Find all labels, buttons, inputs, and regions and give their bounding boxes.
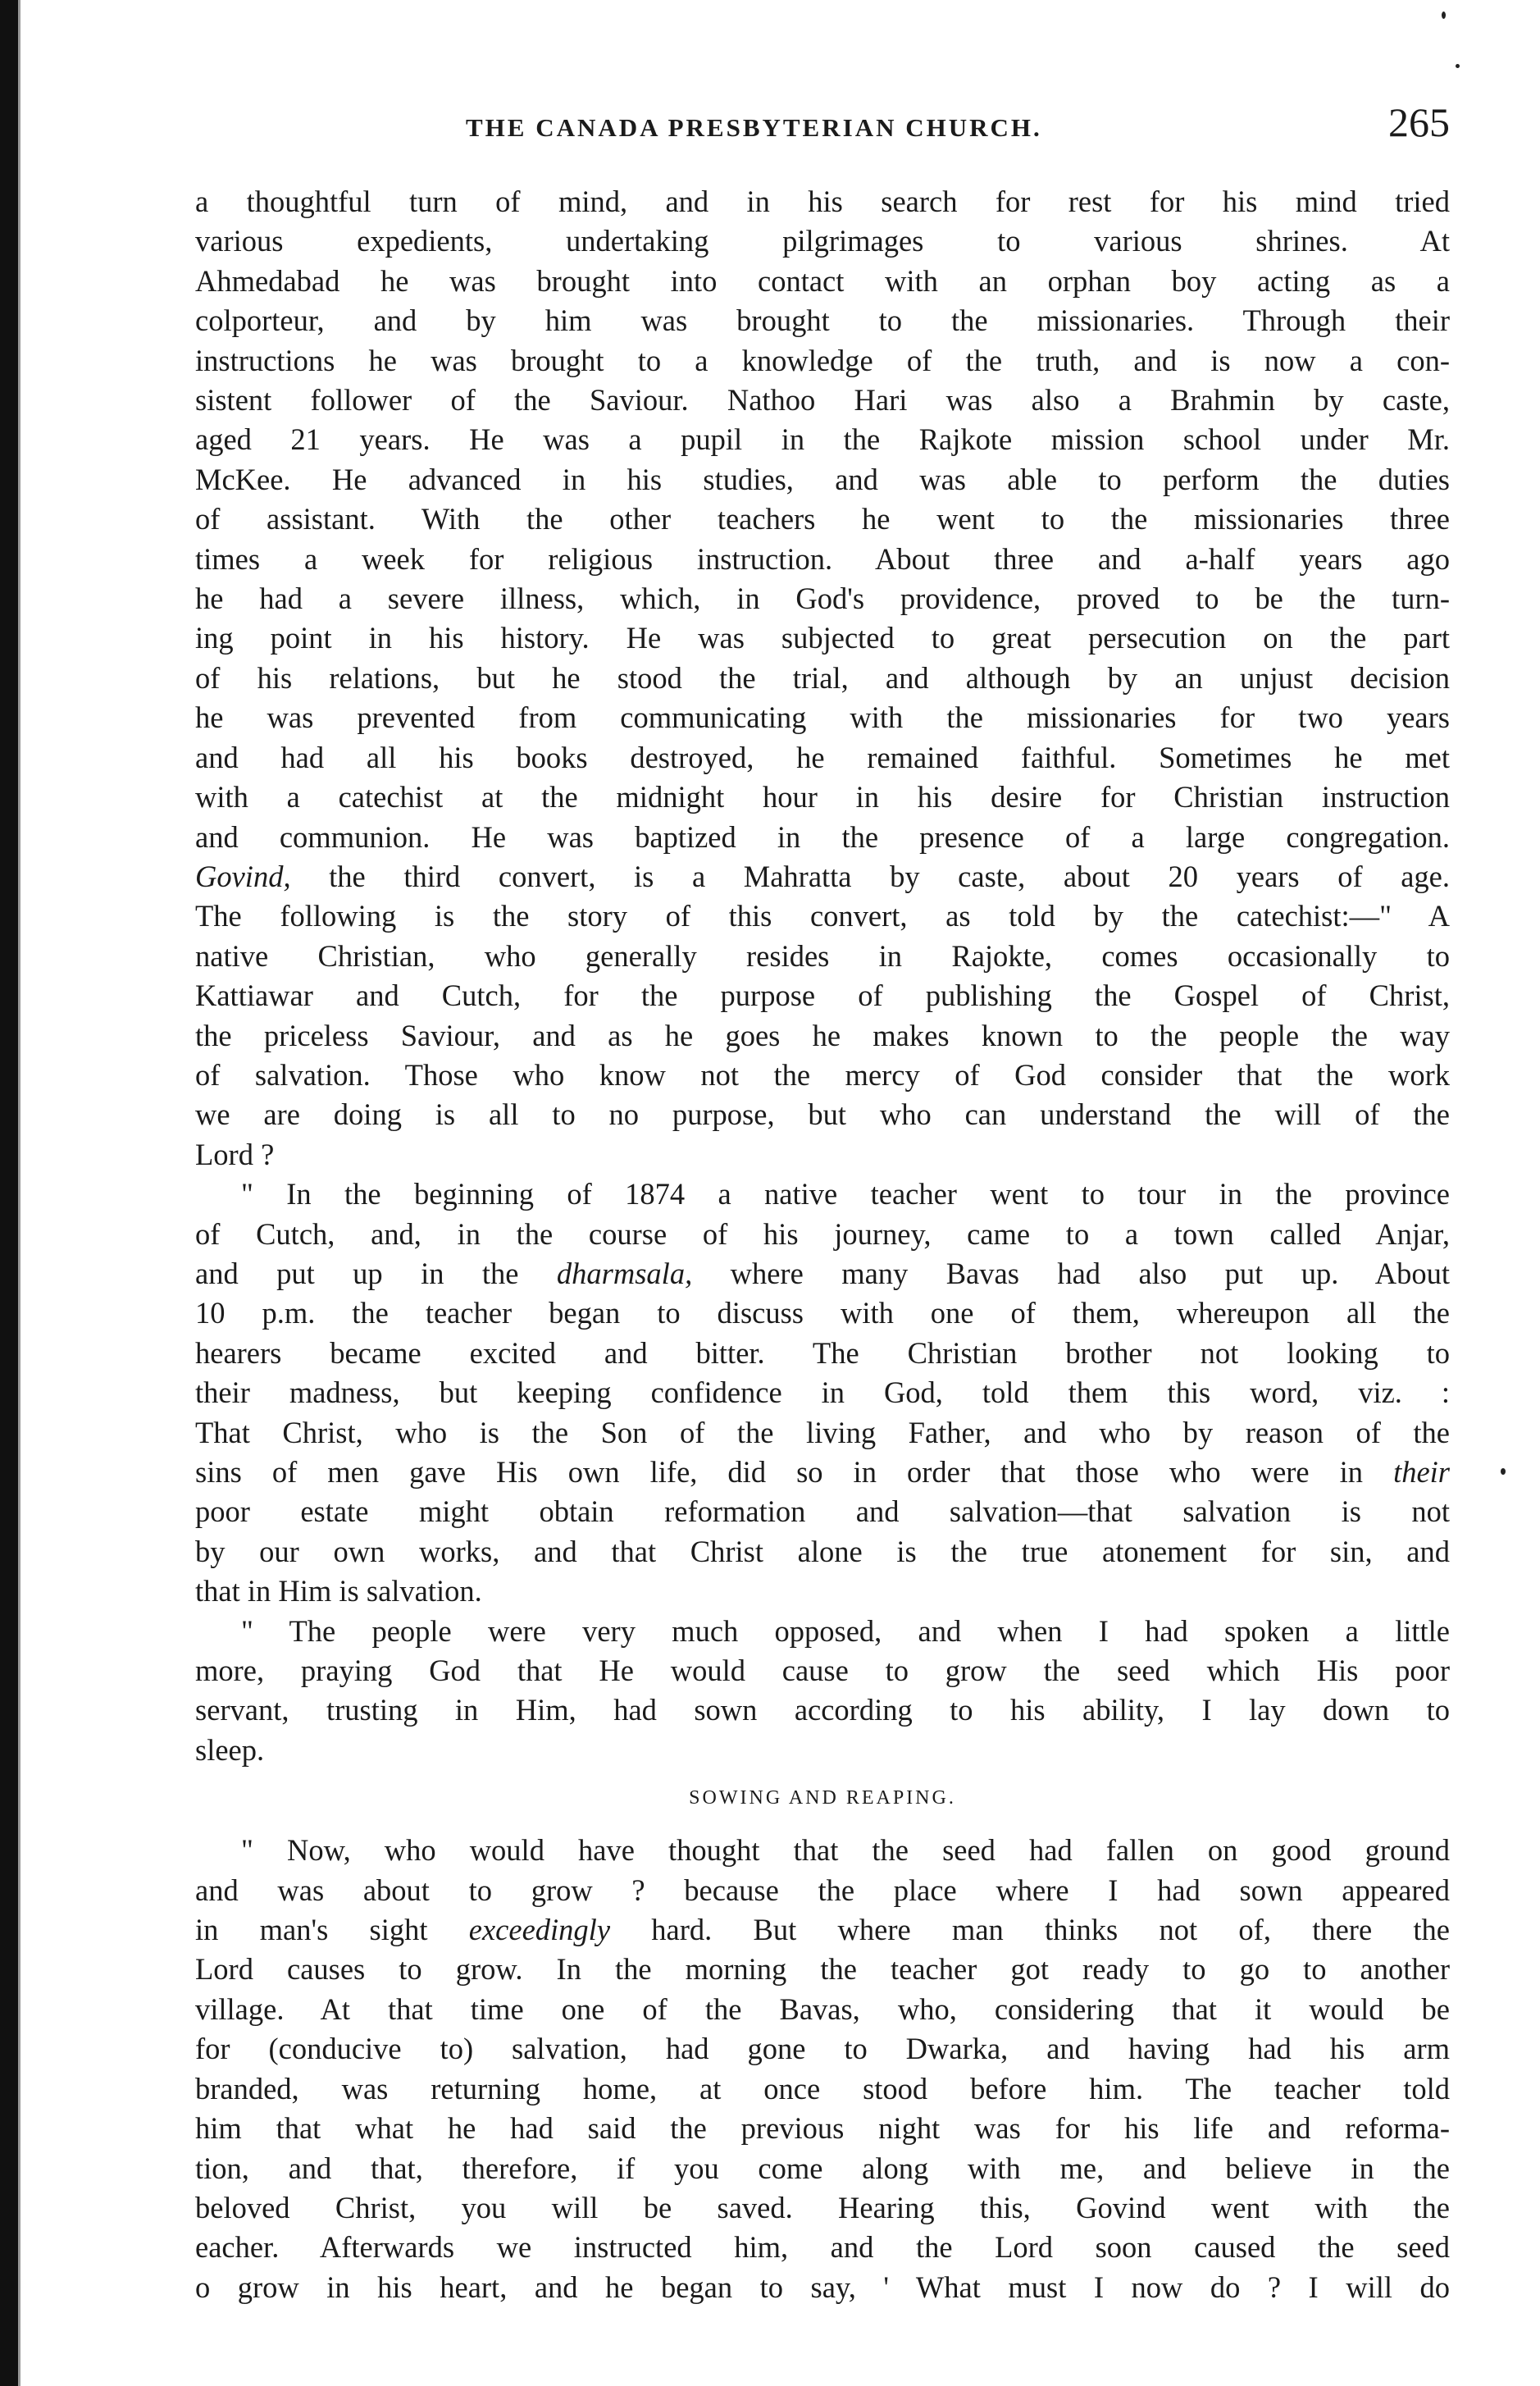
text-line: eacher. Afterwards we instructed him, and the Lord soon caused the seed [195,2230,1450,2265]
text-line [195,1254,1450,1293]
text-line: The following is the story of this convert, as told by the catechist:—" A [195,899,1450,933]
text-line: times a week for religious instruction. About three and a-half years ago [195,541,1450,576]
paragraph-opposed [195,1612,1450,1771]
text-line: o grow in his heart, and he began to say, ' What must I now do ? I will do [195,2270,1450,2304]
text-line: sistent follower of the Saviour. Nathoo Hari was also a Brahmin by caste, [195,383,1450,417]
text-line: aged 21 years. He was a pupil in the Rajkote mission school under Mr. [195,422,1450,457]
text-line: Kattiawar and Cutch, for the purpose of publishing the Gospel of Christ, [195,979,1450,1013]
text-line: tion, and that, therefore, if you come along with me, and believe in the [195,2151,1450,2185]
scan-binding-edge [0,0,18,2386]
text-line: " In the beginning of 1874 a native teacher went to tour in the province [241,1177,1450,1211]
text-line: native Christian, who generally resides in Rajokte, comes occasionally to [195,938,1450,973]
text-line: Lord ? [195,1137,275,1171]
text-line: of his relations, but he stood the trial, and although by an unjust decision [195,660,1450,695]
scan-binding-shadow [18,0,21,2386]
scan-speck [1456,64,1460,68]
text-line: him that what he had said the previous night was for his life and reforma- [195,2111,1450,2146]
page-number: 265 [1388,99,1450,145]
text-line: of salvation. Those who know not the mercy of God consider that the work [195,1057,1450,1092]
text-line: hearers became excited and bitter. The Christian brother not looking to [195,1335,1450,1370]
text-line: That Christ, who is the Son of the living Father, and who by reason of the [195,1415,1450,1449]
text-line: ing point in his history. He was subjected to great persecution on the part [195,621,1450,655]
italic-name-govind: Govind, [195,859,291,893]
text-line [195,1453,1450,1492]
text-line: the priceless Saviour, and as he goes he makes known to the people the way [195,1018,1450,1052]
text-line: McKee. He advanced in his studies, and was able to perform the duties [195,462,1450,496]
text-line: by our own works, and that Christ alone is the true atonement for sin, and [195,1534,1450,1568]
text-run: the third convert, is a Mahratta by caste, about 20 years of age. [290,859,1450,893]
italic-word-their: their [1393,1455,1450,1489]
text-run: in man's sight [195,1913,469,1947]
text-line: Ahmedabad he was brought into contact with an orphan boy acting as a [195,263,1450,298]
text-run: hard. But where man thinks not of, there the [610,1913,1451,1947]
text-line: colporteur, and by him was brought to the missionaries. Through their [195,303,1450,338]
text-run: where many Bavas had also put up. About [692,1256,1450,1290]
text-line: instructions he was brought to a knowledge of the truth, and is now a con- [195,343,1450,377]
italic-word-exceedingly: exceedingly [468,1913,611,1947]
text-line: he had a severe illness, which, in God's providence, proved to be the turn- [195,582,1450,616]
text-line: he was prevented from communicating with the missionaries for two years [195,700,1450,735]
text-line: that in Him is salvation. [195,1574,482,1608]
text-line: with a catechist at the midnight hour in his desire for Christian instruction [195,780,1450,814]
text-line: Lord causes to grow. In the morning the teacher got ready to go to another [195,1952,1450,1987]
text-line: of assistant. With the other teachers he went to the missionaries three [195,502,1450,536]
text-line: more, praying God that He would cause to grow the seed which His poor [195,1654,1450,1688]
text-line: we are doing is all to no purpose, but who can understand the will of the [195,1097,1450,1132]
text-line: poor estate might obtain reformation and salvation—that salvation is not [195,1494,1450,1529]
section-heading: SOWING AND REAPING. [689,1787,956,1809]
italic-word-dharmsala: dharmsala, [556,1256,693,1290]
text-line: 10 p.m. the teacher began to discuss with one of them, whereupon all the [195,1296,1450,1330]
text-line: various expedients, undertaking pilgrimages to various shrines. At [195,224,1450,258]
text-line: village. At that time one of the Bavas, who, considering that it would be [195,1991,1450,2026]
text-line: branded, was returning home, at once stood before him. The teacher told [195,2071,1450,2105]
text-line: servant, trusting in Him, had sown according to his ability, I lay down to [195,1693,1450,1727]
scan-speck [1442,11,1446,19]
running-title: THE CANADA PRESBYTERIAN CHURCH. [466,113,1042,142]
text-line: and had all his books destroyed, he remained faithful. Sometimes he met [195,740,1450,774]
text-line: " Now, who would have thought that the seed had fallen on good ground [241,1833,1450,1868]
text-line: for (conducive to) salvation, had gone to Dwarka, and having had his arm [195,2032,1450,2066]
text-line [195,1910,1450,1950]
paragraph-converts [195,182,1450,1175]
text-line: and was about to grow ? because the place where I had sown appeared [195,1873,1450,1907]
paragraph-tour [195,1175,1450,1611]
scan-speck [1501,1468,1506,1475]
body-text [195,182,1450,2307]
text-run: and put up in the [195,1256,557,1290]
text-run: sins of men gave His own life, did so in order that those who were in [195,1455,1394,1489]
text-line [195,857,1450,896]
text-line: beloved Christ, you will be saved. Hearing this, Govind went with the [195,2190,1450,2224]
running-head [195,98,1450,156]
text-line: sleep. [195,1732,265,1767]
text-line: " The people were very much opposed, and when I had spoken a little [241,1613,1450,1648]
paragraph-sowing [195,1831,1450,2307]
text-line: and communion. He was baptized in the presence of a large congregation. [195,819,1450,854]
text-line: of Cutch, and, in the course of his journey, came to a town called Anjar, [195,1216,1450,1251]
text-line: their madness, but keeping confidence in God, told them this word, viz. : [195,1375,1450,1410]
text-line: a thoughtful turn of mind, and in his search for rest for his mind tried [195,185,1450,218]
